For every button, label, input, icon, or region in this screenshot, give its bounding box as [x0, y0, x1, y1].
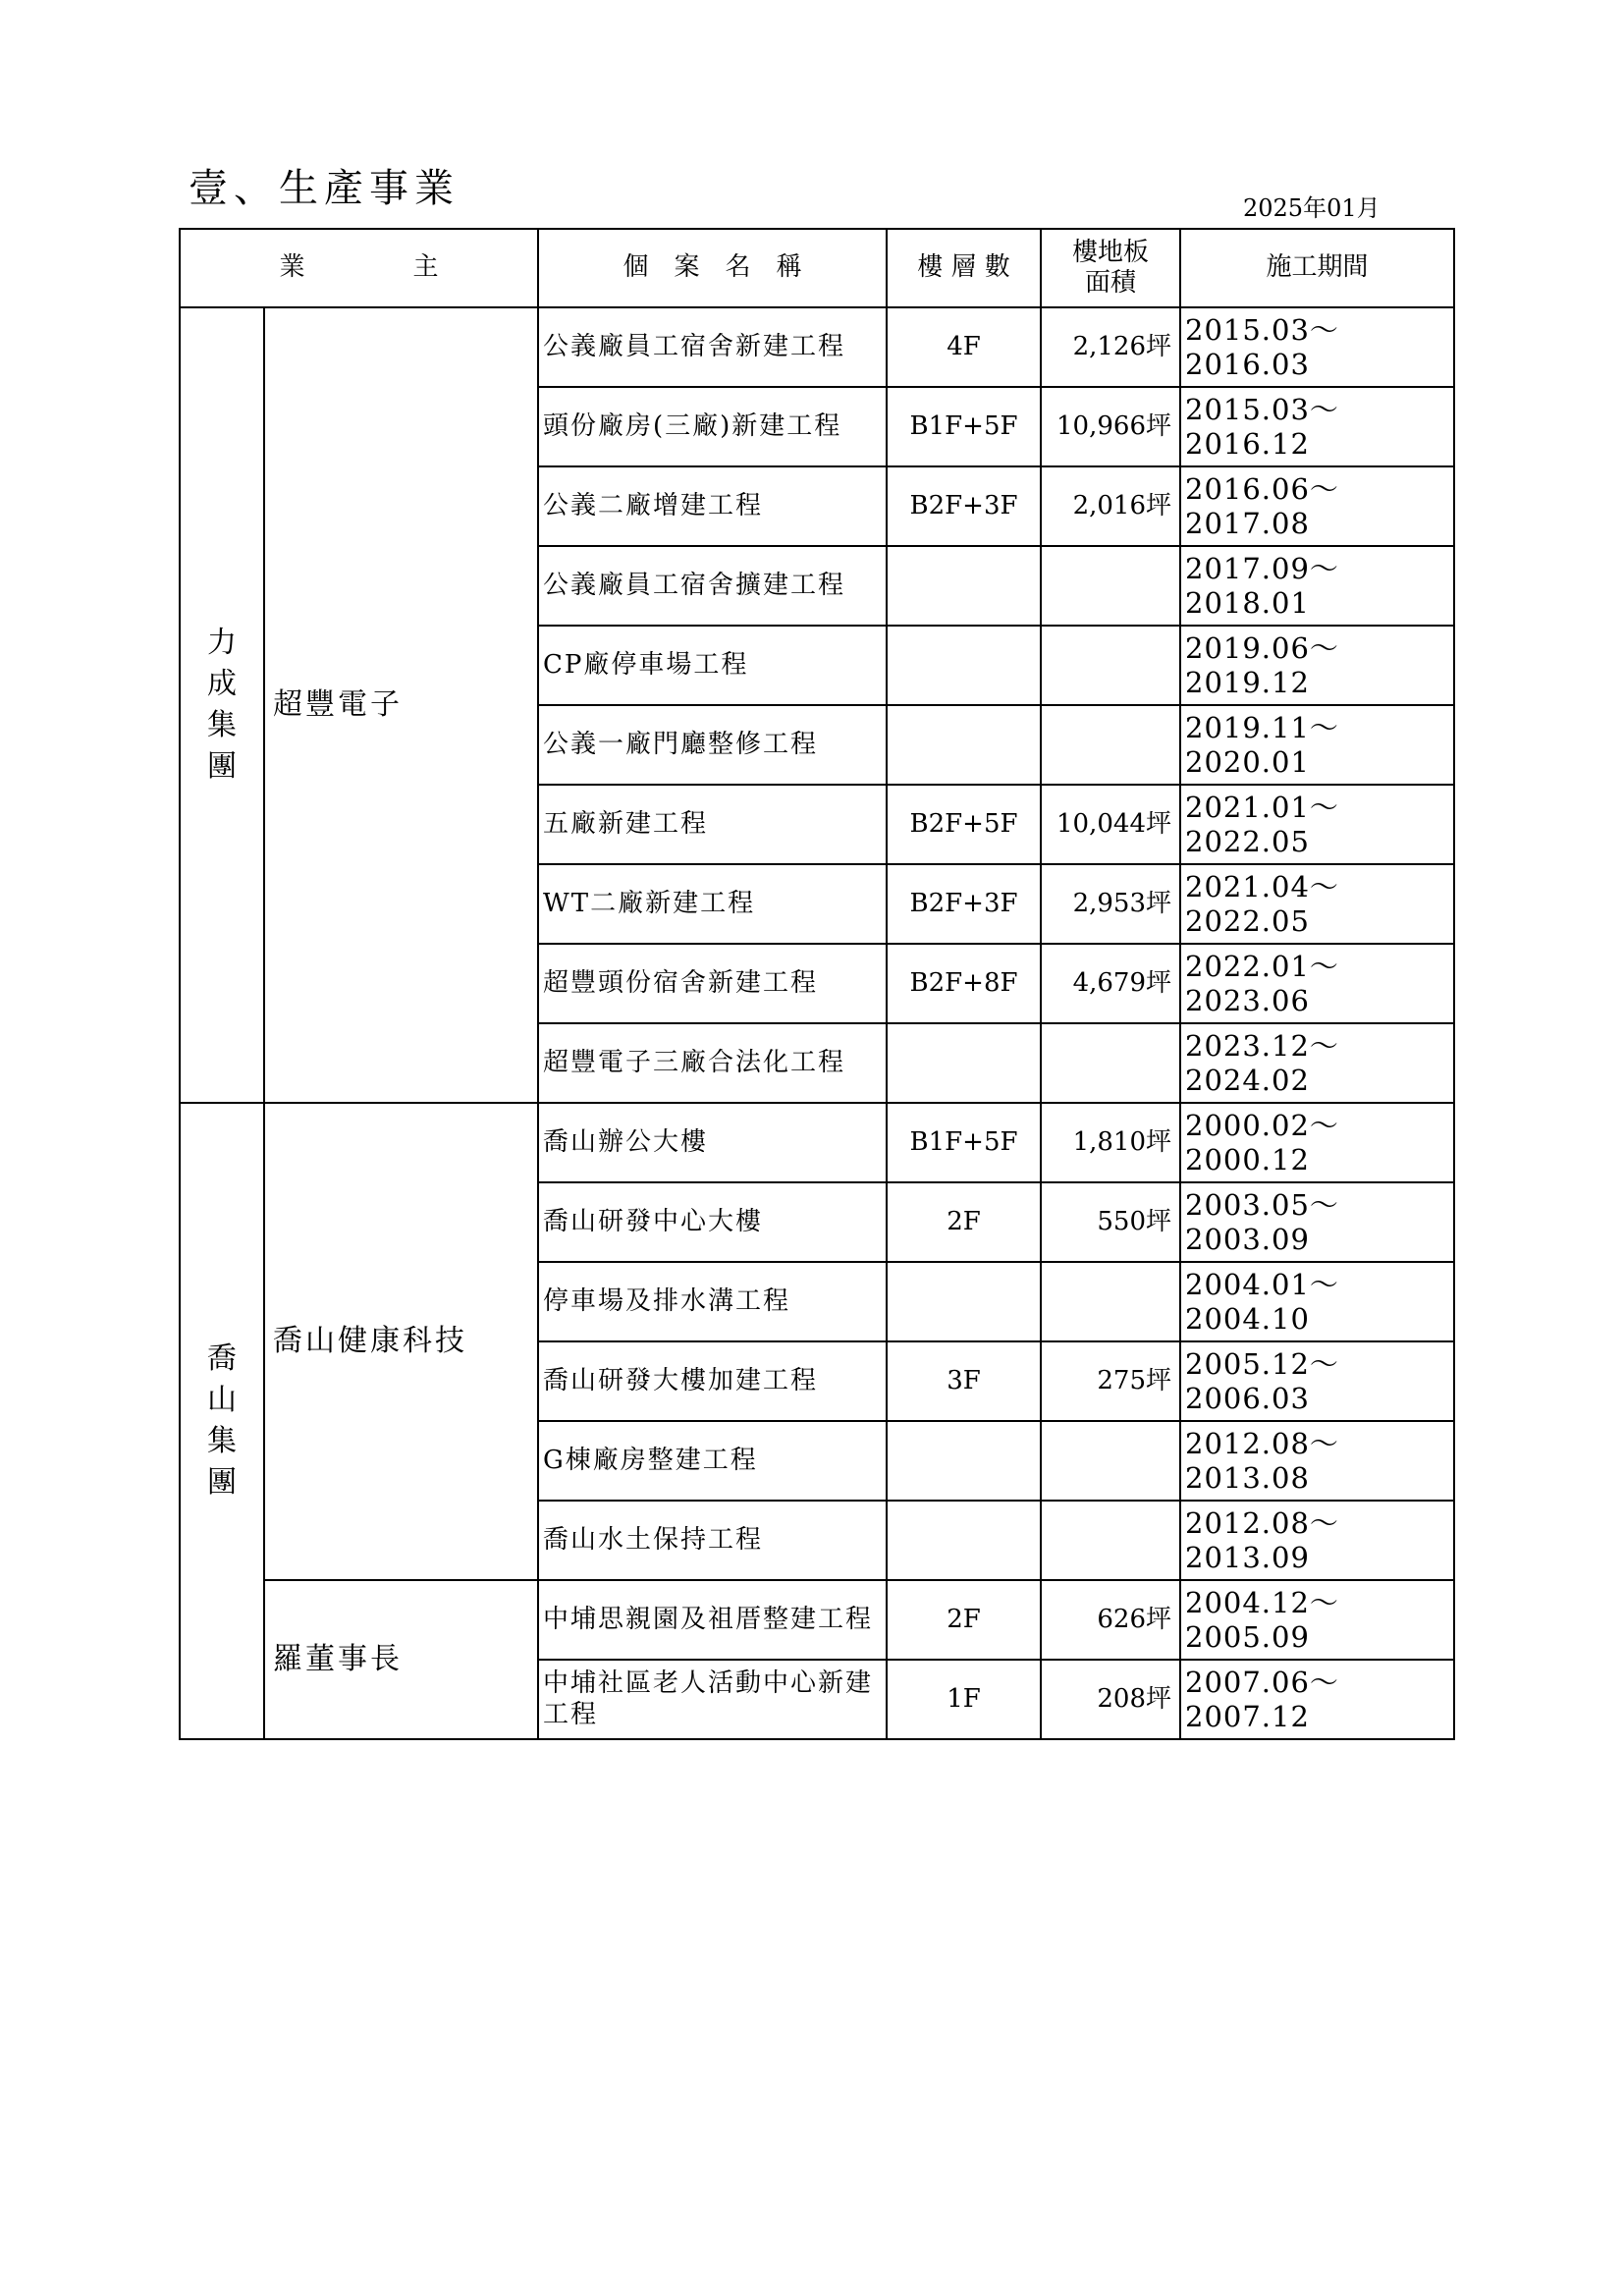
- header-floors: 樓 層 數: [887, 229, 1041, 307]
- project-area: 275坪: [1041, 1341, 1180, 1421]
- project-name: 公義一廠門廳整修工程: [538, 705, 887, 785]
- project-floors: B2F+5F: [887, 785, 1041, 864]
- project-floors: B1F+5F: [887, 387, 1041, 466]
- project-name: G棟廠房整建工程: [538, 1421, 887, 1501]
- project-area: 208坪: [1041, 1660, 1180, 1739]
- project-area: [1041, 626, 1180, 705]
- header-area-line1: 樓地板: [1071, 237, 1149, 267]
- project-floors: 2F: [887, 1580, 1041, 1660]
- project-area: [1041, 546, 1180, 626]
- project-period: 2012.08～2013.09: [1180, 1501, 1454, 1580]
- project-area: [1041, 1262, 1180, 1341]
- project-floors: 3F: [887, 1341, 1041, 1421]
- table-row: [180, 1103, 1454, 1182]
- project-name: 公義二廠增建工程: [538, 466, 887, 546]
- project-period: 2004.12～2005.09: [1180, 1580, 1454, 1660]
- company-cell: 羅董事長: [264, 1580, 538, 1739]
- project-area: 2,016坪: [1041, 466, 1180, 546]
- project-area: 1,810坪: [1041, 1103, 1180, 1182]
- header-owner-b: 主: [412, 252, 439, 283]
- project-name: 超豐電子三廠合法化工程: [538, 1023, 887, 1103]
- project-period: 2015.03～2016.03: [1180, 307, 1454, 387]
- project-area: 10,044坪: [1041, 785, 1180, 864]
- project-period: 2015.03～2016.12: [1180, 387, 1454, 466]
- group-cell: [180, 1103, 264, 1739]
- project-period: 2016.06～2017.08: [1180, 466, 1454, 546]
- project-area: [1041, 1421, 1180, 1501]
- project-name: 中埔思親園及祖厝整建工程: [538, 1580, 887, 1660]
- group-name: 力成集團: [207, 626, 237, 784]
- project-floors: [887, 626, 1041, 705]
- project-area: [1041, 1501, 1180, 1580]
- header-period: 施工期間: [1180, 229, 1454, 307]
- project-period: 2021.01～2022.05: [1180, 785, 1454, 864]
- project-floors: B1F+5F: [887, 1103, 1041, 1182]
- project-area: [1041, 705, 1180, 785]
- project-period: 2022.01～2023.06: [1180, 944, 1454, 1023]
- project-area: 550坪: [1041, 1182, 1180, 1262]
- project-name: CP廠停車場工程: [538, 626, 887, 705]
- header-owner-a: 業: [279, 252, 305, 283]
- group-name: 喬山集團: [207, 1341, 237, 1500]
- project-floors: [887, 1262, 1041, 1341]
- project-name: 喬山研發中心大樓: [538, 1182, 887, 1262]
- project-name: 公義廠員工宿舍新建工程: [538, 307, 887, 387]
- project-name: 喬山研發大樓加建工程: [538, 1341, 887, 1421]
- company-cell: 喬山健康科技: [264, 1103, 538, 1580]
- header-area: [1041, 229, 1180, 307]
- table-header-row: [180, 229, 1454, 307]
- group-cell: [180, 307, 264, 1103]
- company-cell: 超豐電子: [264, 307, 538, 1103]
- table-row: [180, 1580, 1454, 1660]
- project-floors: B2F+8F: [887, 944, 1041, 1023]
- project-floors: 4F: [887, 307, 1041, 387]
- project-name: 頭份廠房(三廠)新建工程: [538, 387, 887, 466]
- header-name: 個 案 名 稱: [538, 229, 887, 307]
- project-period: 2005.12～2006.03: [1180, 1341, 1454, 1421]
- project-floors: 2F: [887, 1182, 1041, 1262]
- project-name: 喬山水土保持工程: [538, 1501, 887, 1580]
- project-name: 五廠新建工程: [538, 785, 887, 864]
- project-floors: B2F+3F: [887, 466, 1041, 546]
- project-period: 2017.09～2018.01: [1180, 546, 1454, 626]
- project-floors: B2F+3F: [887, 864, 1041, 944]
- project-floors: [887, 546, 1041, 626]
- table-row: [180, 307, 1454, 387]
- project-area: 4,679坪: [1041, 944, 1180, 1023]
- project-period: 2023.12～2024.02: [1180, 1023, 1454, 1103]
- project-period: 2012.08～2013.08: [1180, 1421, 1454, 1501]
- project-area: 2,126坪: [1041, 307, 1180, 387]
- project-floors: 1F: [887, 1660, 1041, 1739]
- project-area: 10,966坪: [1041, 387, 1180, 466]
- project-period: 2003.05～2003.09: [1180, 1182, 1454, 1262]
- project-area: 626坪: [1041, 1580, 1180, 1660]
- page-date: 2025年01月: [1243, 194, 1380, 222]
- project-name: 中埔社區老人活動中心新建工程: [538, 1660, 887, 1739]
- project-period: 2004.01～2004.10: [1180, 1262, 1454, 1341]
- project-name: WT二廠新建工程: [538, 864, 887, 944]
- project-period: 2000.02～2000.12: [1180, 1103, 1454, 1182]
- projects-table: [179, 228, 1455, 1740]
- project-floors: [887, 1501, 1041, 1580]
- project-period: 2021.04～2022.05: [1180, 864, 1454, 944]
- project-period: 2019.11～2020.01: [1180, 705, 1454, 785]
- project-name: 公義廠員工宿舍擴建工程: [538, 546, 887, 626]
- project-floors: [887, 1421, 1041, 1501]
- project-period: 2019.06～2019.12: [1180, 626, 1454, 705]
- header-area-line2: 面積: [1084, 268, 1136, 298]
- project-period: 2007.06～2007.12: [1180, 1660, 1454, 1739]
- table-body: [180, 307, 1454, 1739]
- header-owner: [180, 229, 538, 307]
- page-title: 壹、生產事業: [189, 166, 460, 211]
- project-area: [1041, 1023, 1180, 1103]
- project-floors: [887, 1023, 1041, 1103]
- project-name: 超豐頭份宿舍新建工程: [538, 944, 887, 1023]
- project-floors: [887, 705, 1041, 785]
- project-name: 喬山辦公大樓: [538, 1103, 887, 1182]
- project-name: 停車場及排水溝工程: [538, 1262, 887, 1341]
- project-area: 2,953坪: [1041, 864, 1180, 944]
